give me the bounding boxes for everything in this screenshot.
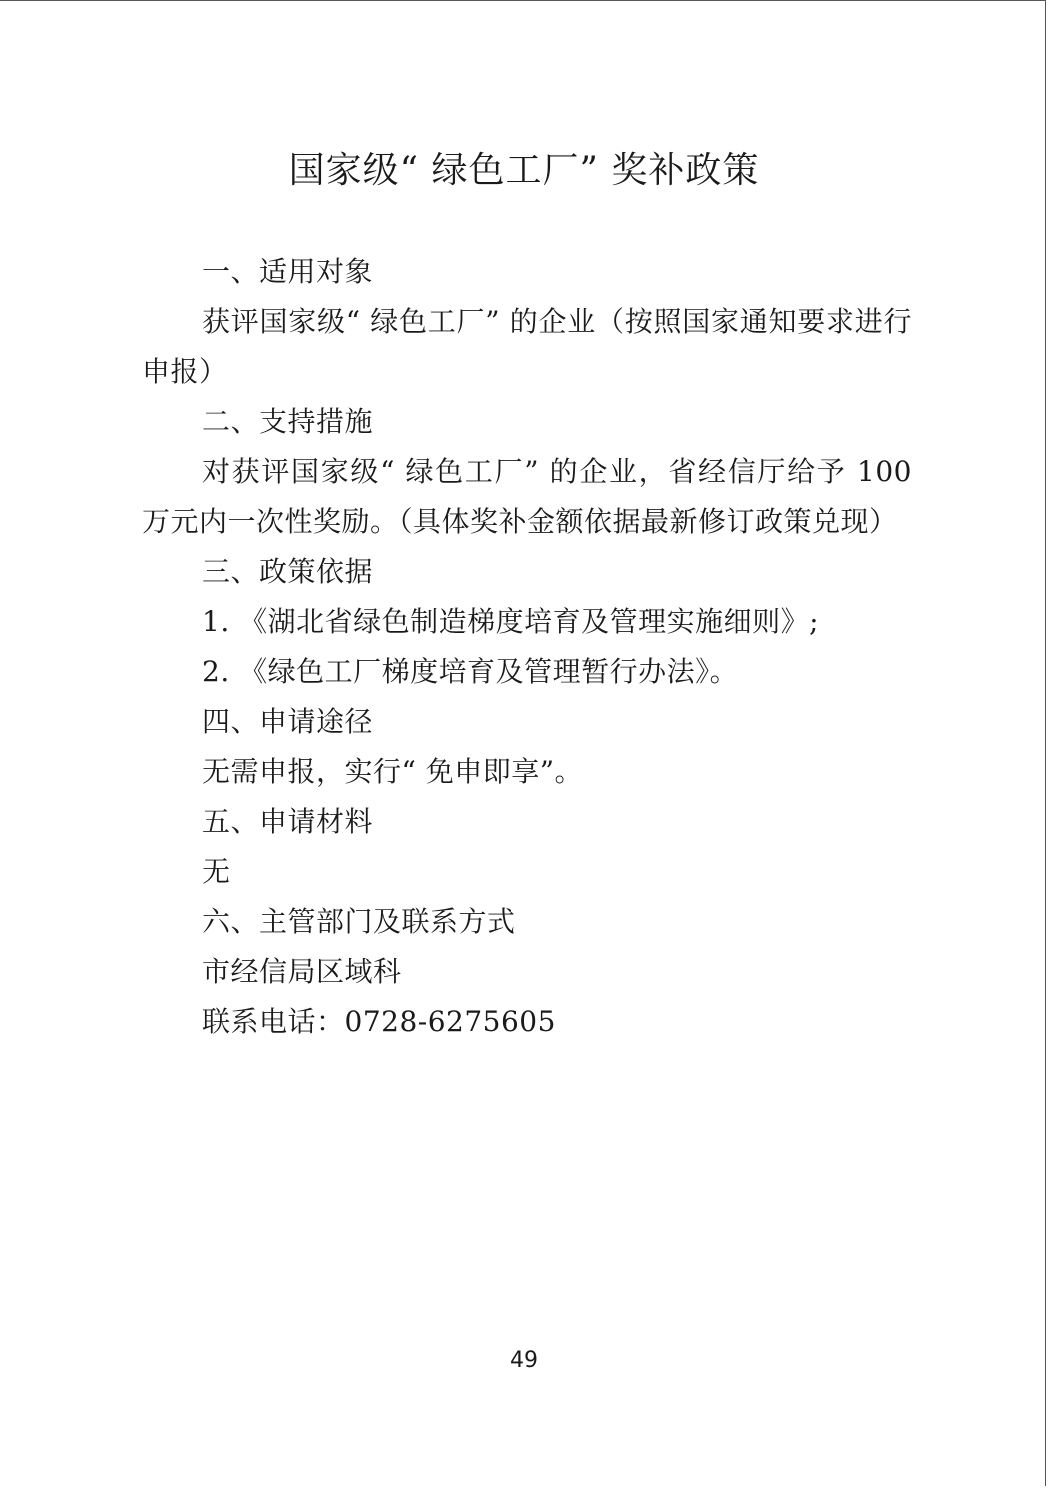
contact-phone: 联系电话：0728-6275605 bbox=[202, 1005, 556, 1038]
paragraph-application-route: 无需申报，实行“ 免申即享”。 bbox=[202, 755, 584, 788]
section-heading-application-route: 四、申请途径 bbox=[202, 705, 374, 738]
document-title: 国家级“ 绿色工厂” 奖补政策 bbox=[288, 150, 760, 191]
section-heading-policy-basis: 三、政策依据 bbox=[202, 555, 374, 588]
section-heading-applicable-objects: 一、适用对象 bbox=[202, 255, 374, 288]
paragraph-applicable-objects: 获评国家级“ 绿色工厂” 的企业（按照国家通知要求进行申报） bbox=[142, 305, 912, 388]
section-heading-application-materials: 五、申请材料 bbox=[202, 805, 374, 838]
section-heading-support-measures: 二、支持措施 bbox=[202, 405, 374, 438]
section-heading-department-contact: 六、主管部门及联系方式 bbox=[202, 905, 516, 938]
document-body bbox=[142, 247, 912, 1047]
policy-basis-item-2: 2. 《绿色工厂梯度培育及管理暂行办法》。 bbox=[202, 655, 739, 688]
paragraph-support-measures: 对获评国家级“ 绿色工厂” 的企业，省经信厅给予 100 万元内一次性奖励。（具体奖补金额依据最新修订政策兑现） bbox=[142, 455, 912, 538]
paragraph-application-materials: 无 bbox=[202, 855, 231, 888]
page-number: 49 bbox=[510, 1348, 538, 1373]
policy-basis-item-1: 1. 《湖北省绿色制造梯度培育及管理实施细则》; bbox=[202, 605, 820, 638]
department-name: 市经信局区域科 bbox=[202, 955, 402, 988]
